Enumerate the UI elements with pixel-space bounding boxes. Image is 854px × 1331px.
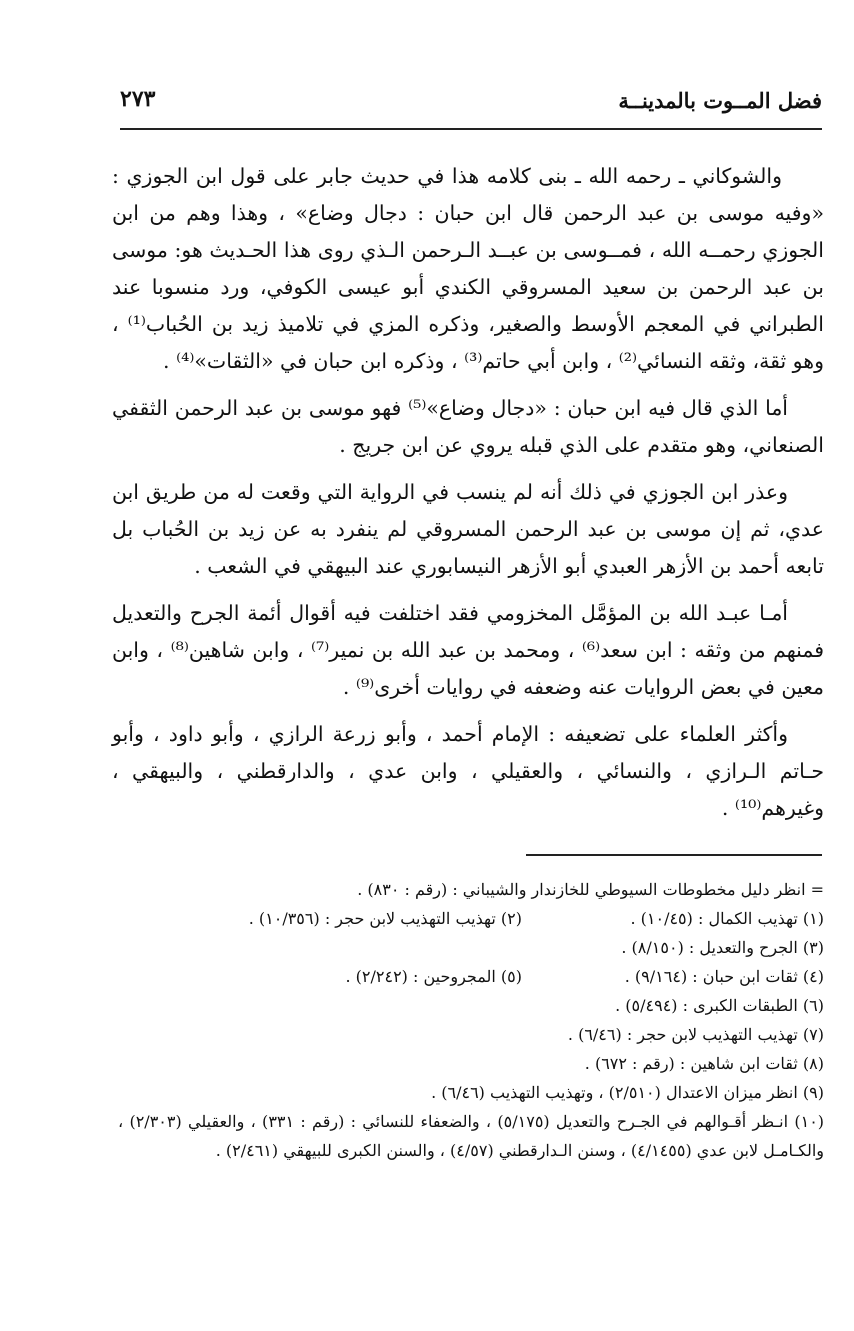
footnote-6: (٦) الطبقات الكبرى : (٥/٤٩٤) . [615, 996, 824, 1015]
footnote-1: (١) تهذيب الكمال : (١٠/٤٥) . [630, 909, 824, 928]
footnote-continuation: = انظر دليل مخطوطات السيوطي للخازندار والشيباني : (رقم : ٨٣٠) . [357, 880, 824, 899]
footnote-5: (٥) المجروحين : (٢/٢٤٢) . [345, 967, 522, 986]
footnotes [118, 875, 824, 1165]
footnote-rule [526, 854, 822, 856]
paragraph: أمـا عبـد الله بن المؤمَّل المخزومي فقد اختلفت فيه أقوال أئمة الجرح والتعديل فمنهم من وثقه : ابن سعد⁽⁶⁾ ، ومحمد بن عبد الله بن نمير⁽⁷⁾ ، وابن شاهين⁽⁸⁾ ، وابن معين في بعض الروايات عنه وضعفه في روايات أخرى⁽⁹⁾ . [112, 601, 825, 699]
chapter-title: فضل المــوت بالمدينــة [618, 88, 822, 113]
main-text [112, 158, 824, 837]
footnote-4: (٤) ثقات ابن حبان : (٩/١٦٤) . [624, 967, 824, 986]
footnote-row [118, 962, 824, 991]
paragraph: أما الذي قال فيه ابن حبان : «دجال وضاع»⁽⁵⁾ فهو موسى بن عبد الرحمن الثقفي الصنعاني، وهو متقدم على الذي قبله يروي عن ابن جريج . [112, 396, 824, 457]
paragraph: وعذر ابن الجوزي في ذلك أنه لم ينسب في الرواية التي وقعت له من طريق ابن عدي، ثم إن موسى بن عبد الرحمن المسروقي لم ينفرد به عن زيد بن الحُباب بل تابعه أحمد بن الأزهر العبدي أبو الأزهر النيسابوري عند البيهقي في الشعب . [112, 480, 824, 578]
footnote-9: (٩) انظر ميزان الاعتدال (٢/٥١٠) ، وتهذيب التهذيب (٦/٤٦) . [431, 1083, 824, 1102]
footnote-7: (٧) تهذيب التهذيب لابن حجر : (٦/٤٦) . [567, 1025, 824, 1044]
footnote-2: (٢) تهذيب التهذيب لابن حجر : (١٠/٣٥٦) . [248, 909, 522, 928]
footnote-row [118, 904, 824, 933]
paragraph: والشوكاني ـ رحمه الله ـ بنى كلامه هذا في حديث جابر على قول ابن الجوزي : «وفيه موسى بن عبد الرحمن قال ابن حبان : دجال وضاع» ، وهذا وهم من ابن الجوزي رحمــه الله ، فمــوسى بن عبــد الـرحمن الـذي روى هذا الحـديث هو: موسى بن عبد الرحمن بن سعيد المسروقي الكندي أبو عيسى الكوفي، ورد منسوبا عند الطبراني في المعجم الأوسط والصغير، وذكره المزي في تلاميذ زيد بن الحُباب⁽¹⁾ ، وهو ثقة، وثقه النسائي⁽²⁾ ، وابن أبي حاتم⁽³⁾ ، وذكره ابن حبان في «الثقات»⁽⁴⁾ . [112, 164, 824, 373]
page-number: ٢٧٣ [120, 86, 156, 112]
footnote-3: (٣) الجرح والتعديل : (٨/١٥٠) . [621, 938, 824, 957]
footnote-8: (٨) ثقات ابن شاهين : (رقم : ٦٧٢) . [584, 1054, 824, 1073]
header-rule [120, 128, 822, 130]
running-head [120, 84, 822, 118]
paragraph: وأكثر العلماء على تضعيفه : الإمام أحمد ، وأبو زرعة الرازي ، وأبو داود ، وأبو حـاتم الـرازي ، والنسائي ، والعقيلي ، وابن عدي ، والدارقطني ، والبيهقي ، وغيرهم⁽¹⁰⁾ . [112, 722, 824, 820]
footnote-10: (١٠) انـظر أقـوالهم في الجـرح والتعديل (٥/١٧٥) ، والضعفاء للنسائي : (رقم : ٣٣١) ، والعقيلي (٢/٣٠٣) ، والكـامـل لابن عدي (٤/١٤٥٥) ، وسنن الـدارقطني (٤/٥٧) ، والسنن الكبرى للبيهقي (٢/٤٦١) . [118, 1112, 825, 1160]
